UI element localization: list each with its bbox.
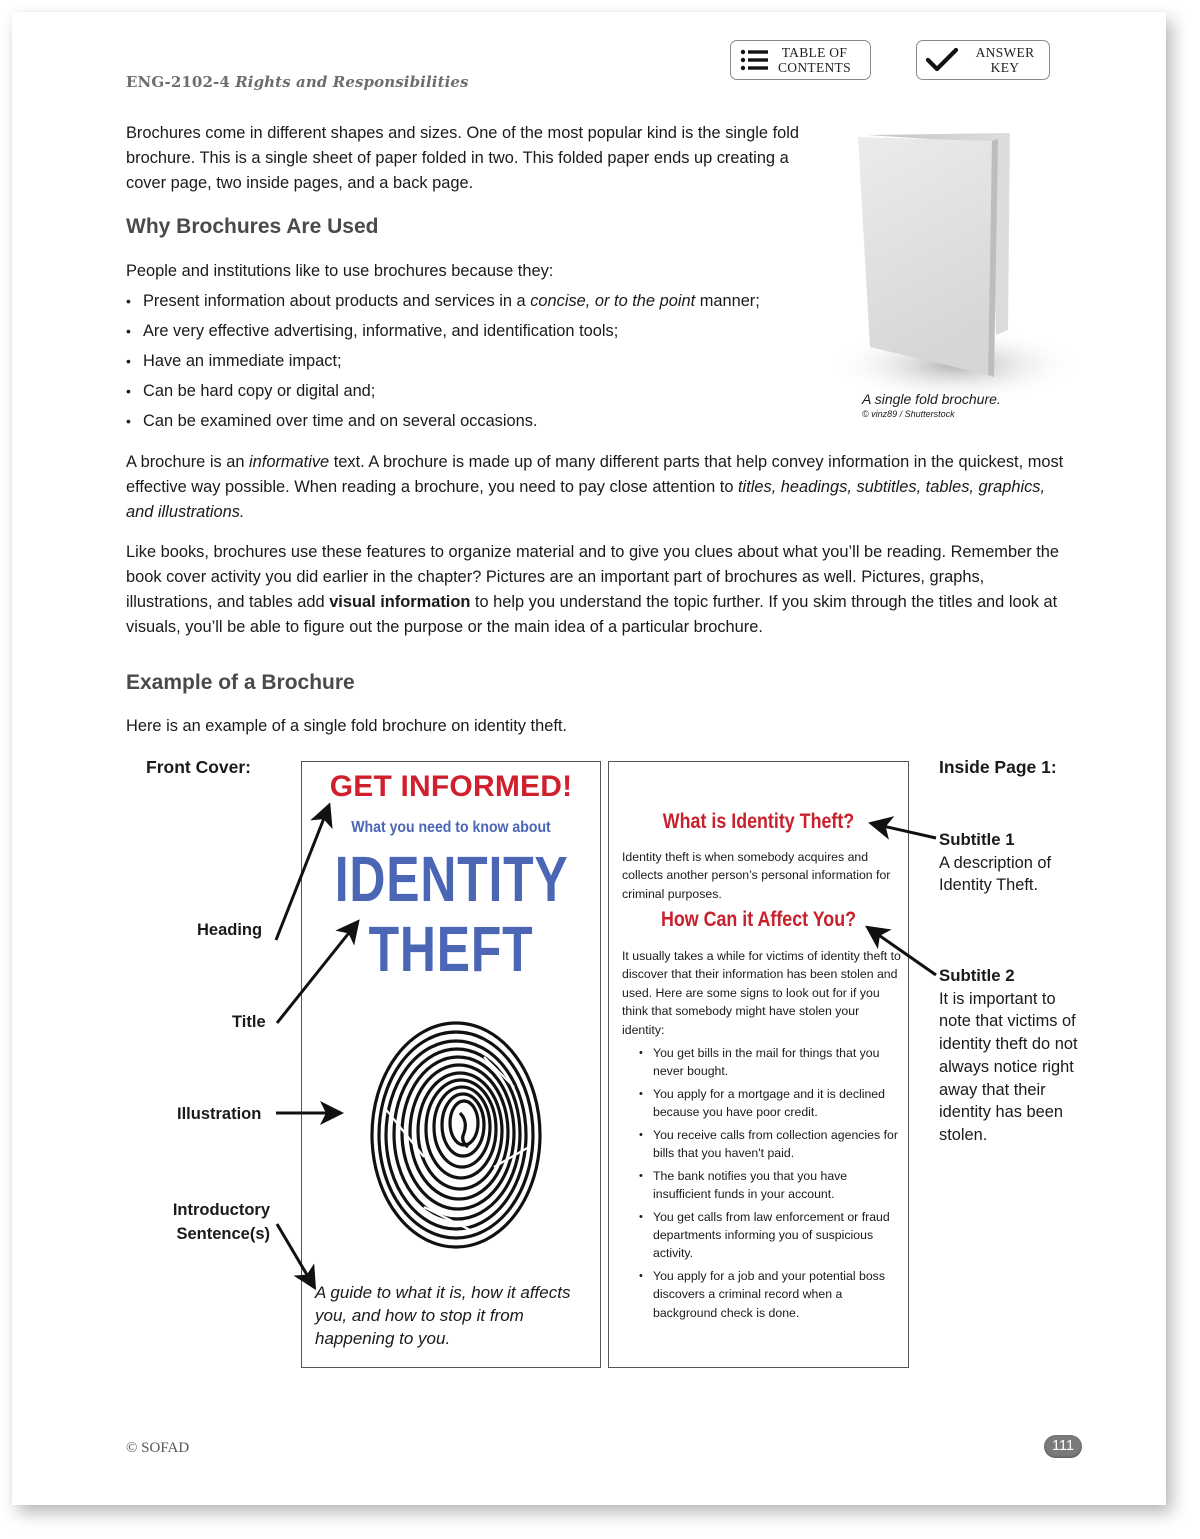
list-item: • You get calls from law enforcement or fraud departments informing you of suspicious activity. (639, 1208, 901, 1263)
figure-caption: A single fold brochure. (862, 391, 1001, 407)
brochure-intro-sentence: A guide to what it is, how it affects you, and how to stop it from happening to you. (315, 1283, 571, 1348)
section-heading-example: Example of a Brochure (126, 671, 355, 694)
list-item: • Can be hard copy or digital and; (126, 379, 826, 409)
running-head (126, 73, 469, 91)
page-number-badge: 111 (1044, 1435, 1082, 1458)
brochure-paragraph-2: It usually takes a while for victims of identity theft to discover that their information has been stolen and used. Here are some signs to look out for if you think that somebody might have stolen your identity: (622, 949, 901, 1037)
list-item: • Can be examined over time and on several occasions. (126, 409, 826, 439)
visual-information-paragraph: Like books, brochures use these features to organize material and to give you clues about what you’ll be reading. Remember the book cover activity you did earlier in the chapter? Pictures are an important part of brochures as well. Pictures, graphs, illustrations, and tables add visual information to help you understand the topic further. If you skim through the titles and look at visuals, you’ll be able to figure out the purpose or the main idea of a particular brochure. (126, 543, 1059, 636)
course-title: Rights and Responsibilities (235, 73, 469, 91)
brochure-kicker: What you need to know about (351, 819, 551, 836)
list-item: • Have an immediate impact; (126, 349, 826, 379)
brochure-front-cover (301, 761, 601, 1368)
annotation-subtitle-1: Subtitle 1 A description of Identity Theft. (939, 830, 1052, 895)
list-icon (740, 48, 770, 72)
footer-copyright: © SOFAD (126, 1440, 190, 1456)
section-heading-why: Why Brochures Are Used (126, 215, 379, 238)
annotation-title: Title (232, 1013, 266, 1031)
list-item: • Present information about products and services in a concise, or to the point manner; (126, 289, 826, 319)
list-item: • You apply for a job and your potential boss discovers a criminal record when a background check is done. (639, 1267, 901, 1322)
annotation-illustration: Illustration (177, 1105, 262, 1123)
brochure-title-line2: THEFT (368, 913, 534, 985)
front-cover-label: Front Cover: (146, 757, 251, 777)
course-code: ENG-2102-4 (126, 73, 230, 91)
brochure-paragraph-1: Identity theft is when somebody acquires and collects another person’s personal information for criminal purposes. (622, 850, 891, 901)
fingerprint-illustration (364, 1017, 544, 1257)
answer-key-label: ANSWER KEY (975, 45, 1035, 75)
brochure-signs-list (639, 1044, 901, 1326)
single-fold-brochure-photo (820, 125, 1080, 410)
list-item: • You get bills in the mail for things that you never bought. (639, 1044, 901, 1081)
checkmark-icon (925, 47, 959, 73)
list-item: • You apply for a mortgage and it is declined because you have poor credit. (639, 1085, 901, 1122)
list-item: • Are very effective advertising, informative, and identification tools; (126, 319, 826, 349)
brochure-title-line1: IDENTITY (334, 843, 569, 915)
brochure-heading: GET INFORMED! (329, 770, 573, 803)
brochure-subtitle-1: What is Identity Theft? (662, 810, 855, 833)
figure-credit: © vinz89 / Shutterstock (862, 409, 955, 419)
annotation-subtitle-2: Subtitle 2 It is important to note that victims of identity theft do not always notice right away that their identity has been stolen. (939, 966, 1078, 1144)
toc-label: TABLE OF CONTENTS (778, 45, 851, 75)
answer-key-button[interactable] (916, 40, 1050, 80)
example-lead: Here is an example of a single fold brochure on identity theft. (126, 717, 567, 735)
informative-text-paragraph: A brochure is an informative text. A brochure is made up of many different parts that help convey information in the quickest, most effective way possible. When reading a brochure, you need to pay close attention to titles, headings, subtitles, tables, graphics, and illustrations. (126, 453, 1064, 521)
why-lead: People and institutions like to use brochures because they: (126, 262, 554, 280)
list-item: • The bank notifies you that you have insufficient funds in your account. (639, 1167, 901, 1204)
brochure-inside-page (608, 761, 909, 1368)
brochure-subtitle-2: How Can it Affect You? (660, 908, 857, 931)
annotation-heading: Heading (197, 921, 263, 939)
why-bullet-list (126, 289, 826, 439)
intro-paragraph: Brochures come in different shapes and sizes. One of the most popular kind is the single fold brochure. This is a single sheet of paper folded in two. This folded paper ends up creating a cover page, two inside pages, and a back page. (126, 124, 800, 192)
table-of-contents-button[interactable] (730, 40, 871, 80)
list-item: • You receive calls from collection agencies for bills that you haven't paid. (639, 1126, 901, 1163)
annotation-introductory-sentences: Introductory Sentence(s) (172, 1201, 270, 1243)
inside-page-label: Inside Page 1: (939, 757, 1057, 777)
